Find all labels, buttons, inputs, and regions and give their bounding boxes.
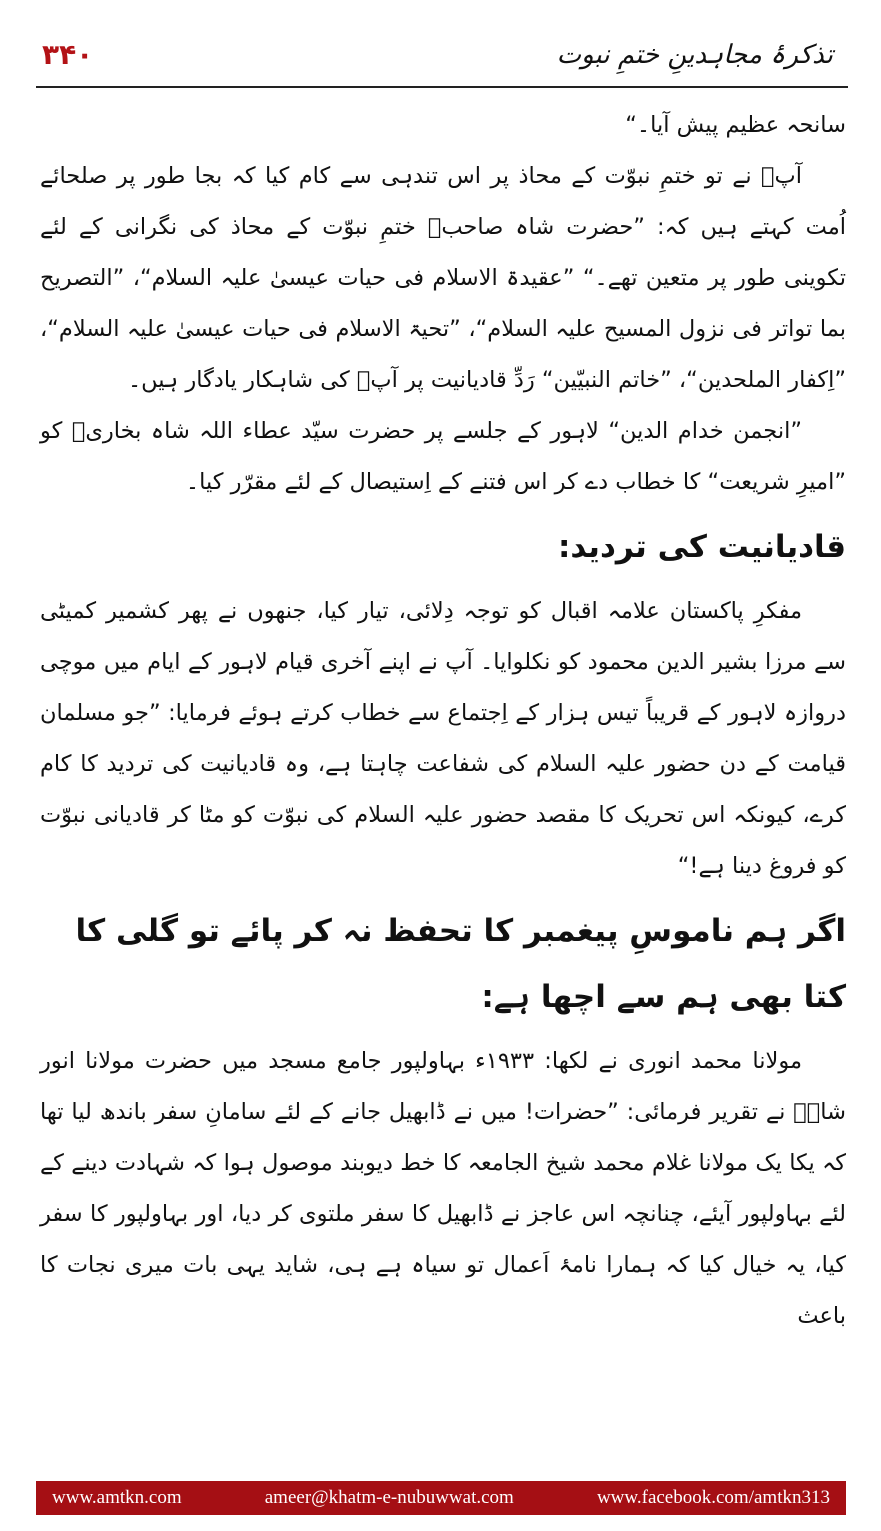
page-content <box>40 100 846 1342</box>
header-rule <box>36 86 848 88</box>
page-number: ۳۴۰ <box>42 38 94 71</box>
footer-facebook-link[interactable]: www.facebook.com/amtkn313 <box>596 1487 830 1508</box>
section-heading-qadianiyat-refutation: قادیانیت کی تردید: <box>558 529 846 565</box>
paragraph-khatm-nubuwwat-works: آپؒ نے تو ختمِ نبوّت کے محاذ پر اس تندہی سے کام کیا کہ بجا طور پر صلحائے اُمت کہتے ہیں کہ: ”حضرت شاہ صاحبؒ ختمِ نبوّت کے محاذ کی نگرانی کے لئے تکوینی طور پر متعین تھے۔“ ”عقیدۃ الاسلام فی حیات عیسیٰ علیہ السلام“، ”التصریح بما تواتر فی نزول المسیح علیہ السلام“، ”تحیۃ الاسلام فی حیات عیسیٰ علیہ السلام“، ”اِکفار الملحدین“، ”خاتم النبیّین“ رَدِّ قادیانیت پر آپؒ کی شاہکار یادگار ہیں۔ <box>40 163 846 393</box>
paragraph-anjuman-khuddam: ”انجمن خدام الدین“ لاہور کے جلسے پر حضرت سیّد عطاء اللہ شاہ بخاریؒ کو ”امیرِ شریعت“ کا خطاب دے کر اس فتنے کے اِستیصال کے لئے مقرّر کیا۔ <box>40 418 846 495</box>
paragraph-closing-quote: سانحہ عظیم پیش آیا۔“ <box>625 112 846 138</box>
running-title: تذکرۂ مجاہدینِ ختمِ نبوت <box>556 40 833 70</box>
section-heading-namoos-e-paighambar: اگر ہم ناموسِ پیغمبر کا تحفظ نہ کر پائے تو گلی کا کتا بھی ہم سے اچھا ہے: <box>75 913 846 1015</box>
footer-website-link[interactable]: www.amtkn.com <box>52 1487 182 1508</box>
paragraph-iqbal-kashmir-committee: مفکرِ پاکستان علامہ اقبال کو توجہ دِلائی، تیار کیا، جنھوں نے پھر کشمیر کمیٹی سے مرزا بشیر الدین محمود کو نکلوایا۔ آپ نے اپنے آخری قیام لاہور کے ایام میں موچی دروازہ لاہور کے قریباً تیس ہزار کے اِجتماع سے خطاب کرتے ہوئے فرمایا: ”جو مسلمان قیامت کے دن حضور علیہ السلام کی شفاعت چاہتا ہے، وہ قادیانیت کی تردید کا کام کرے، کیونکہ اس تحریک کا مقصد حضور علیہ السلام کی نبوّت کو مٹا کر قادیانی نبوّت کو فروغ دینا ہے!“ <box>40 598 846 879</box>
paragraph-bahawalpur-speech: مولانا محمد انوری نے لکھا: ۱۹۳۳ء بہاولپور جامع مسجد میں حضرت مولانا انور شاہؒ نے تقریر فرمائی: ”حضرات! میں نے ڈابھیل جانے کے لئے سامانِ سفر باندھ لیا تھا کہ یکا یک مولانا غلام محمد شیخ الجامعہ کا خط دیوبند موصول ہوا کہ شہادت دینے کے لئے بہاولپور آیئے، چنانچہ اس عاجز نے ڈابھیل کا سفر ملتوی کر دیا، اور بہاولپور کا سفر کیا، یہ خیال کیا کہ ہمارا نامۂ اَعمال تو سیاہ ہے ہی، شاید یہی بات میری نجات کا باعث <box>40 1048 846 1329</box>
footer-bar <box>36 1481 846 1515</box>
footer-email-link[interactable]: ameer@khatm-e-nubuwwat.com <box>264 1487 514 1508</box>
